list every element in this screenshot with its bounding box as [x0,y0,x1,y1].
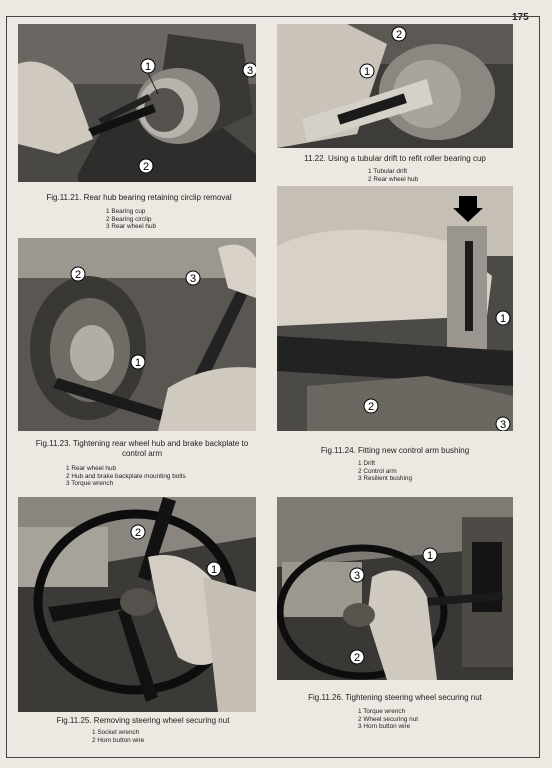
callout-3: 3 [499,419,507,431]
callout-1: 1 [134,357,142,369]
callout-2: 2 [134,527,142,539]
legend-item: 1 Bearing cup [106,208,146,215]
legend-item: 1 Torque wrench [358,708,406,715]
legend-fig-11-24 [358,460,412,483]
legend-item: 2 Hub and brake backplate mounting bolts [66,472,186,480]
caption-fig-11-21: Fig.11.21. Rear hub bearing retaining circlip removal [46,193,232,202]
photo-fig-11-25 [18,497,256,712]
legend-item: 2 Horn button wire [92,736,145,744]
legend-item: 2 Wheel securing nut [358,715,419,723]
legend-fig-11-21 [106,208,156,231]
caption-fig-11-25: Fig.11.25. Removing steering wheel securing nut [56,716,230,725]
callout-1: 1 [363,66,371,78]
legend-item: 1 Tubular drift [368,168,408,175]
photo-fig-11-22 [277,24,513,148]
page-number: 175 [512,12,529,23]
photo-fig-11-26 [277,497,513,680]
legend-item: 1 Rear wheel hub [66,465,117,472]
callout-2: 2 [142,161,150,173]
legend-item: 3 Torque wrench [66,480,114,488]
callout-3: 3 [189,273,197,285]
callout-2: 2 [74,269,82,281]
legend-item: 3 Rear wheel hub [106,223,157,231]
callout-2: 2 [367,401,375,413]
legend-item: 1 Socket wrench [92,729,140,736]
legend-item: 3 Resilient bushing [358,475,412,483]
legend-item: 2 Bearing circlip [106,215,152,223]
legend-item: 2 Control arm [358,467,397,475]
photo-fig-11-24 [277,186,513,431]
legend-item: 3 Horn button wire [358,723,411,731]
callout-2: 2 [395,29,403,41]
legend-fig-11-22 [368,168,418,183]
callout-2: 2 [353,652,361,664]
callout-1: 1 [426,550,434,562]
callout-3: 3 [353,570,361,582]
legend-item: 2 Rear wheel hub [368,175,419,183]
caption-fig-11-22: 11.22. Using a tubular drift to refit roller bearing cup [304,154,486,163]
legend-item: 1 Drift [358,460,376,467]
callout-3: 3 [246,65,254,77]
legend-fig-11-23 [66,465,186,488]
caption-fig-11-26: Fig.11.26. Tightening steering wheel securing nut [308,693,482,702]
photo-fig-11-21 [18,24,256,182]
legend-fig-11-26 [358,708,418,731]
callout-1: 1 [144,61,152,73]
legend-fig-11-25 [92,729,144,744]
callout-1: 1 [210,564,218,576]
caption-fig-11-24: Fig.11.24. Fitting new control arm bushing [320,446,470,455]
callout-1: 1 [499,313,507,325]
caption-fig-11-23: Fig.11.23. Tightening rear wheel hub and brake backplate to control arm [35,439,249,458]
photo-fig-11-23 [18,238,256,431]
